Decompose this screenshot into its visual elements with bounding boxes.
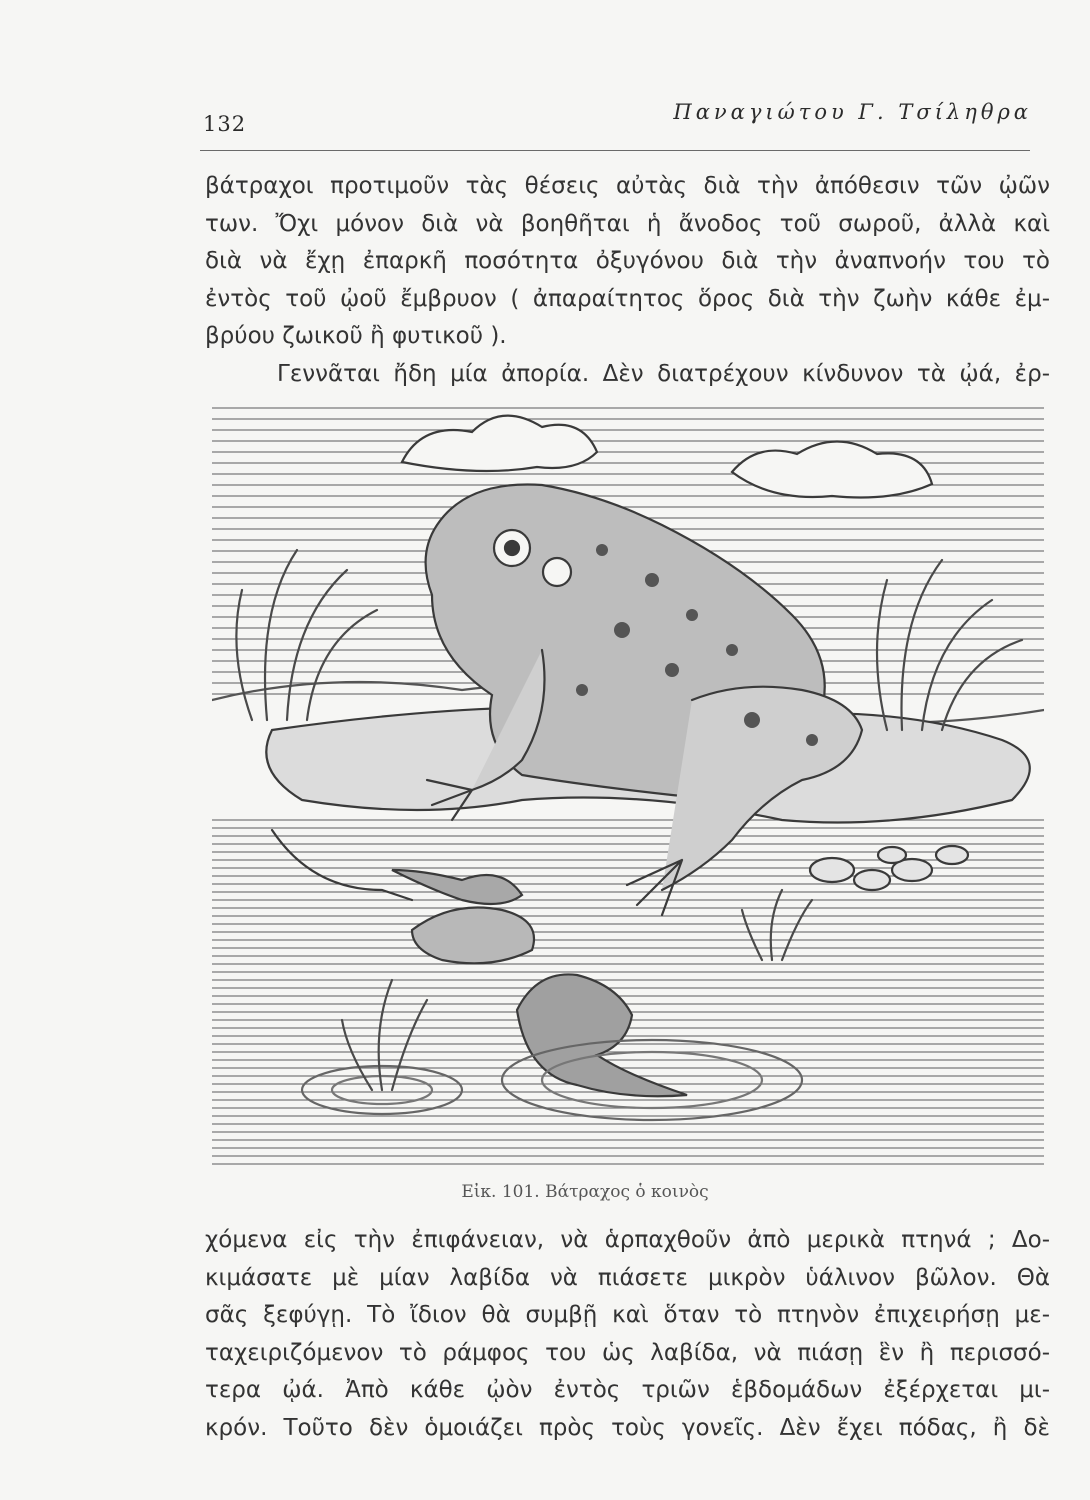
cloud-right	[732, 442, 932, 498]
text-line: ταχειριζόμενον τὸ ράμφος του ὡς λαβίδα, νὰ πιάσῃ ἓν ἢ περισσό-	[205, 1339, 1050, 1366]
body-text-top	[205, 168, 1050, 393]
text-line: ἐντὸς τοῦ ᾠοῦ ἔμβρυον ( ἀπαραίτητος ὅρος διὰ τὴν ζωὴν κάθε ἐμ-	[205, 285, 1050, 312]
text-line: Γεννᾶται ἤδη μία ἀπορία. Δὲν διατρέχουν κίνδυνον τὰ ᾠά, ἐρ-	[277, 360, 1050, 387]
page-number: 132	[203, 112, 247, 136]
text-line: διὰ νὰ ἔχῃ ἐπαρκῆ ποσότητα ὀξυγόνου διὰ τὴν ἀναπνοήν του τὸ	[205, 248, 1050, 274]
header-rule	[200, 150, 1030, 151]
text-line: χόμενα εἰς τὴν ἐπιφάνειαν, νὰ ἁρπαχθοῦν ἀπὸ μερικὰ πτηνά ; Δο-	[205, 1227, 1050, 1253]
text-line: των. Ὄχι μόνον διὰ νὰ βοηθῆται ἡ ἄνοδος τοῦ σωροῦ, ἀλλὰ καὶ	[205, 210, 1050, 237]
frog-illustration	[212, 400, 1044, 1170]
text-line: κρόν. Τοῦτο δὲν ὁμοιάζει πρὸς τοὺς γονεῖς. Δὲν ἔχει πόδας, ἢ δὲ	[205, 1414, 1050, 1441]
reeds-right	[877, 560, 1022, 730]
text-line: βρύου ζωικοῦ ἢ φυτικοῦ ).	[205, 323, 507, 349]
text-line: σᾶς ξεφύγῃ. Τὸ ἴδιον θὰ συμβῇ καὶ ὅταν τὸ πτηνὸν ἐπιχειρήσῃ με-	[205, 1302, 1050, 1328]
text-line: βάτραχοι προτιμοῦν τὰς θέσεις αὐτὰς διὰ τὴν ἀπόθεσιν τῶν ᾠῶν	[205, 173, 1050, 199]
text-line: τερα ᾠά. Ἀπὸ κάθε ᾠὸν ἐντὸς τριῶν ἑβδομάδων ἐξέρχεται μι-	[205, 1377, 1050, 1403]
running-head: Παναγιώτου Γ. Τσίληθρα	[673, 100, 1032, 124]
cloud-left	[402, 416, 597, 471]
body-text-bottom	[205, 1222, 1050, 1447]
text-line: κιμάσατε μὲ μίαν λαβίδα νὰ πιάσετε μικρὸν ὑάλινον βῶλον. Θὰ	[205, 1264, 1050, 1291]
tadpole	[272, 830, 412, 900]
figure-caption: Εἰκ. 101. Βάτραχος ὁ κοινὸς	[461, 1182, 709, 1202]
